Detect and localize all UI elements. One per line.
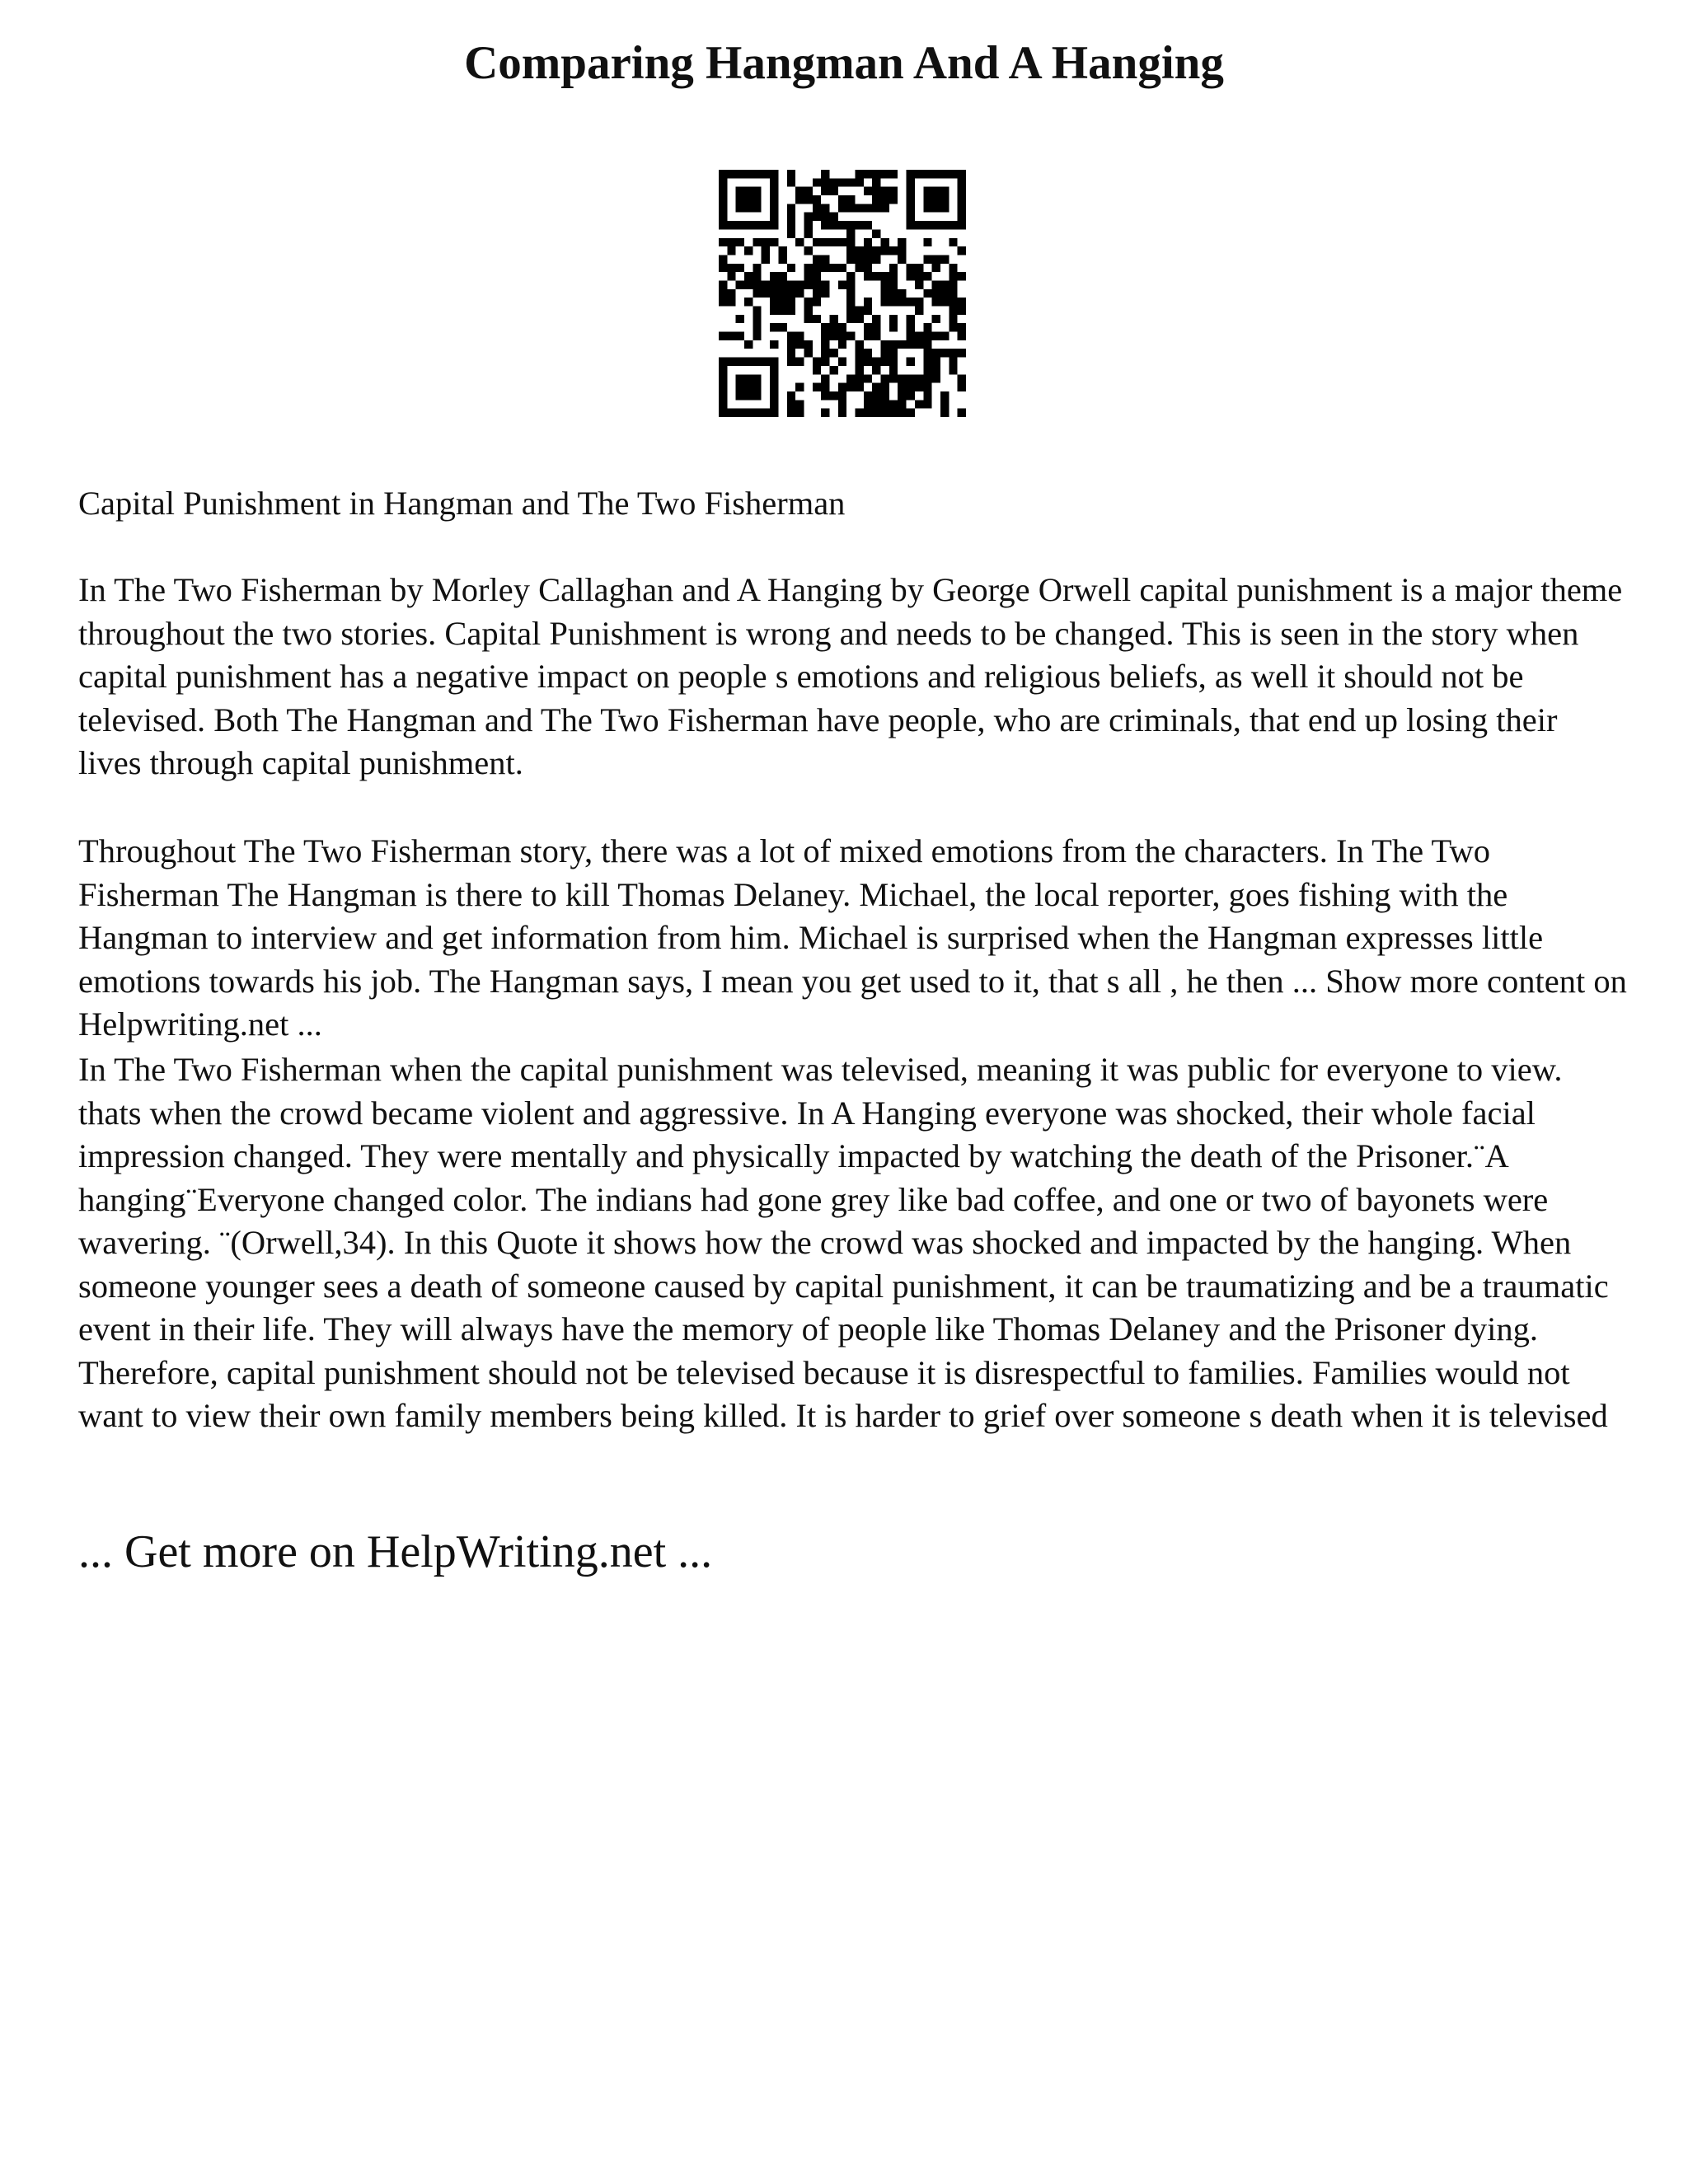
paragraph-televised: In The Two Fisherman when the capital punishment was televised, meaning it was public for everyone to view. thats when the crowd became violent and aggressive. In A Hanging everyone was shocked, their whole facial impression changed. They were mentally and physically impacted by watching the death of the Prisoner.¨A hanging¨Everyone changed color. The indians had gone grey like bad coffee, and one or two of bayonets were wavering. ¨(Orwell,34). In this Quote it shows how the crowd was shocked and impacted by the hanging. When someone younger sees a death of someone caused by capital punishment, it can be traumatizing and be a traumatic event in their life. They will always have the memory of people like Thomas Delaney and the Prisoner dying. Therefore, capital punishment should not be televised because it is disrespectful to families. Families would not want to view their own family members being killed. It is harder to grief over someone s death when it is televised <box>78 1051 1609 1434</box>
section-subheading: Capital Punishment in Hangman and The Two Fisherman <box>78 485 846 522</box>
paragraph-emotions: Throughout The Two Fisherman story, there was a lot of mixed emotions from the characters. In The Two Fisherman The Hangman is there to kill Thomas Delaney. Michael, the local reporter, goes fishing with the Hangman to interview and get information from him. Michael is surprised when the Hangman expresses little emotions towards his job. The Hangman says, I mean you get used to it, that s all , he then ... Show more content on Helpwriting.net ... <box>78 832 1627 1043</box>
paragraph-intro: In The Two Fisherman by Morley Callaghan and A Hanging by George Orwell capital punishment is a major theme throughout the two stories. Capital Punishment is wrong and needs to be changed. This is seen in the story when capital punishment has a negative impact on people s emotions and religious beliefs, as well it should not be televised. Both The Hangman and The Two Fisherman have people, who are criminals, that end up losing their lives through capital punishment. <box>78 571 1623 781</box>
get-more-link[interactable]: ... Get more on HelpWriting.net ... <box>78 1526 713 1577</box>
document-title: Comparing Hangman And A Hanging <box>464 37 1224 89</box>
qr-code-icon <box>719 170 966 417</box>
